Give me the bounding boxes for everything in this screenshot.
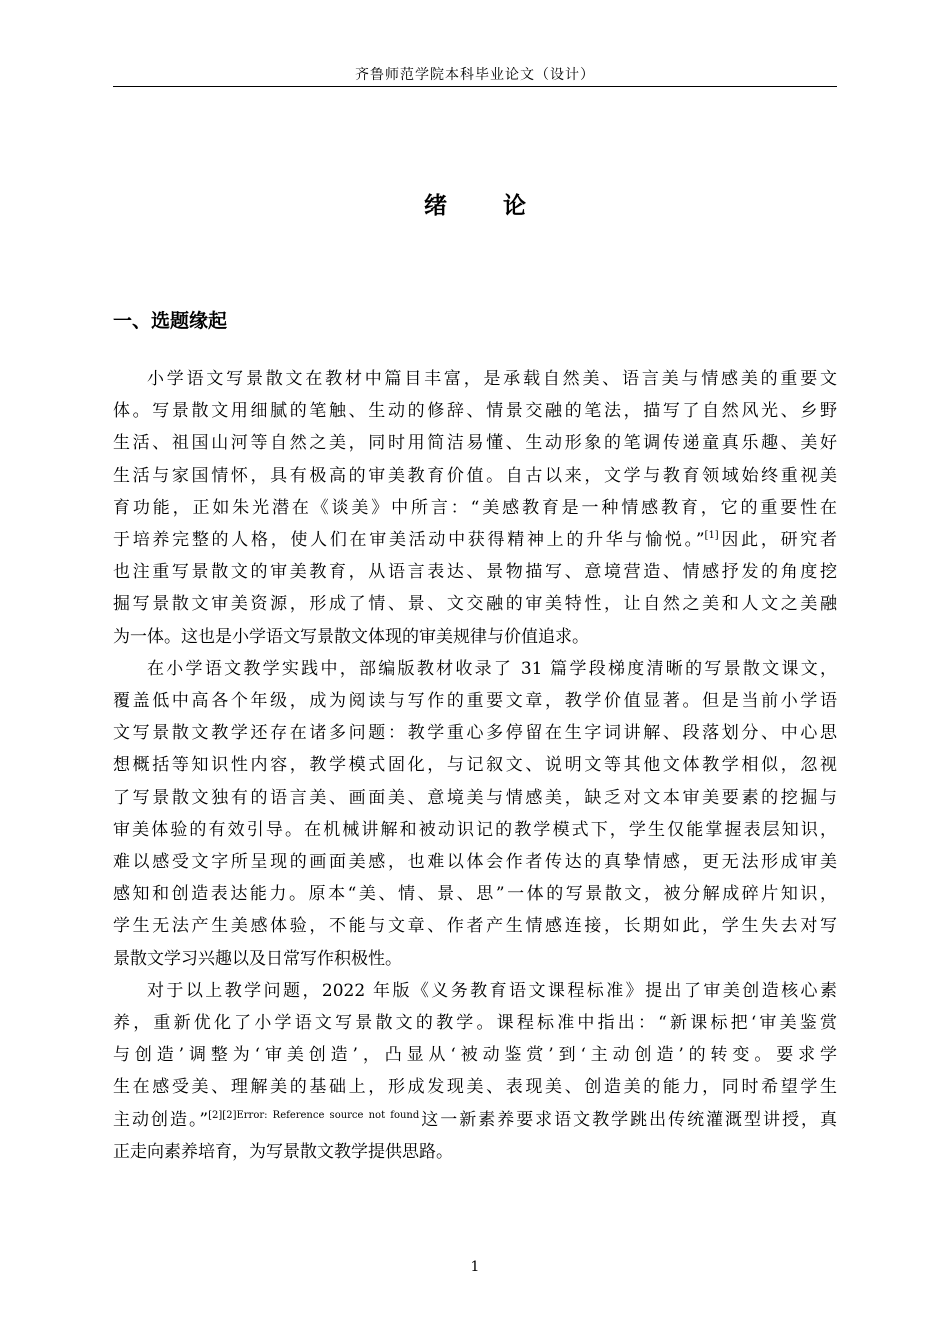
chapter-title: 绪 论 [423, 193, 550, 219]
text-line: 了写景散文独有的语言美、画面美、意境美与情感美，缺乏对文本审美要素的挖掘与 [113, 787, 837, 808]
text-segment: 于培养完整的人格，使人们在审美活动中获得精神上的升华与愉悦。” [113, 530, 705, 551]
text-line: 体。写景散文用细腻的笔触、生动的修辞、情景交融的笔法，描写了自然风光、乡野 [113, 401, 837, 422]
text-line: 与创造’调整为‘审美创造’，凸显从‘被动鉴赏’到‘主动创造’的转变。要求学 [113, 1045, 837, 1066]
body-text [113, 363, 837, 1168]
text-line: 小学语文写景散文在教材中篇目丰富，是承载自然美、语言美与情感美的重要文 [147, 369, 837, 389]
citation-ref[interactable]: [1] [704, 530, 719, 542]
text-line: 养，重新优化了小学语文写景散文的教学。课程标准中指出：“新课标把‘审美鉴赏 [113, 1013, 837, 1034]
text-line: 难以感受文字所呈现的画面美感，也难以体会作者传达的真挚情感，更无法形成审美 [113, 852, 837, 873]
text-line: 生活、祖国山河等自然之美，同时用简洁易懂、生动形象的笔调传递童真乐趣、美好 [113, 433, 837, 454]
text-line: 为一体。这也是小学语文写景散文体现的审美规律与价值追求。 [113, 626, 589, 647]
header-rule [113, 86, 837, 87]
paragraph-1 [113, 363, 837, 653]
text-line [113, 524, 837, 556]
text-line: 生活与家国情怀，具有极高的审美教育价值。自古以来，文学与教育领域始终重视美 [113, 465, 837, 486]
text-line: 在小学语文教学实践中，部编版教材收录了 31 篇学段梯度清晰的写景散文课文， [147, 658, 837, 679]
text-line [113, 1104, 837, 1136]
text-line: 学生无法产生美感体验，不能与文章、作者产生情感连接，长期如此，学生失去对写 [113, 916, 837, 937]
text-line: 文写景散文教学还存在诸多问题：教学重心多停留在生字词讲解、段落划分、中心思 [113, 723, 837, 744]
text-line: 育功能，正如朱光潜在《谈美》中所言：“美感教育是一种情感教育，它的重要性在 [113, 497, 837, 518]
text-line: 景散文学习兴趣以及日常写作积极性。 [113, 948, 402, 969]
text-line: 感知和创造表达能力。原本“美、情、景、思”一体的写景散文，被分解成碎片知识， [113, 884, 837, 905]
text-line: 正走向素养培育，为写景散文教学提供思路。 [113, 1141, 453, 1162]
paragraph-3 [113, 975, 837, 1168]
text-line: 想概括等知识性内容，教学模式固化，与记叙文、说明文等其他文体教学相似，忽视 [113, 755, 837, 776]
page-header: 齐鲁师范学院本科毕业论文（设计） [355, 67, 595, 83]
text-line: 生在感受美、理解美的基础上，形成发现美、表现美、创造美的能力，同时希望学生 [113, 1077, 837, 1098]
text-line: 覆盖低中高各个年级，成为阅读与写作的重要文章，教学价值显著。但是当前小学语 [113, 691, 837, 712]
paragraph-2 [113, 653, 837, 975]
text-line: 审美体验的有效引导。在机械讲解和被动识记的教学模式下，学生仅能掌握表层知识， [113, 819, 837, 840]
text-line: 也注重写景散文的审美教育，从语言表达、景物描写、意境营造、情感抒发的角度挖 [113, 562, 837, 583]
citation-ref[interactable]: [2][2]Error: Reference source not found [208, 1109, 420, 1121]
text-segment: 主动创造。” [113, 1109, 209, 1130]
text-line: 对于以上教学问题，2022 年版《义务教育语文课程标准》提出了审美创造核心素 [147, 980, 837, 1001]
text-line: 掘写景散文审美资源，形成了情、景、文交融的审美特性，让自然之美和人文之美融 [113, 594, 837, 615]
text-segment: 这一新素养要求语文教学跳出传统灌溉型讲授，真 [419, 1109, 837, 1130]
text-segment: 因此，研究者 [718, 530, 837, 551]
section-heading: 一、选题缘起 [113, 310, 228, 332]
page-number: 1 [470, 1259, 480, 1275]
